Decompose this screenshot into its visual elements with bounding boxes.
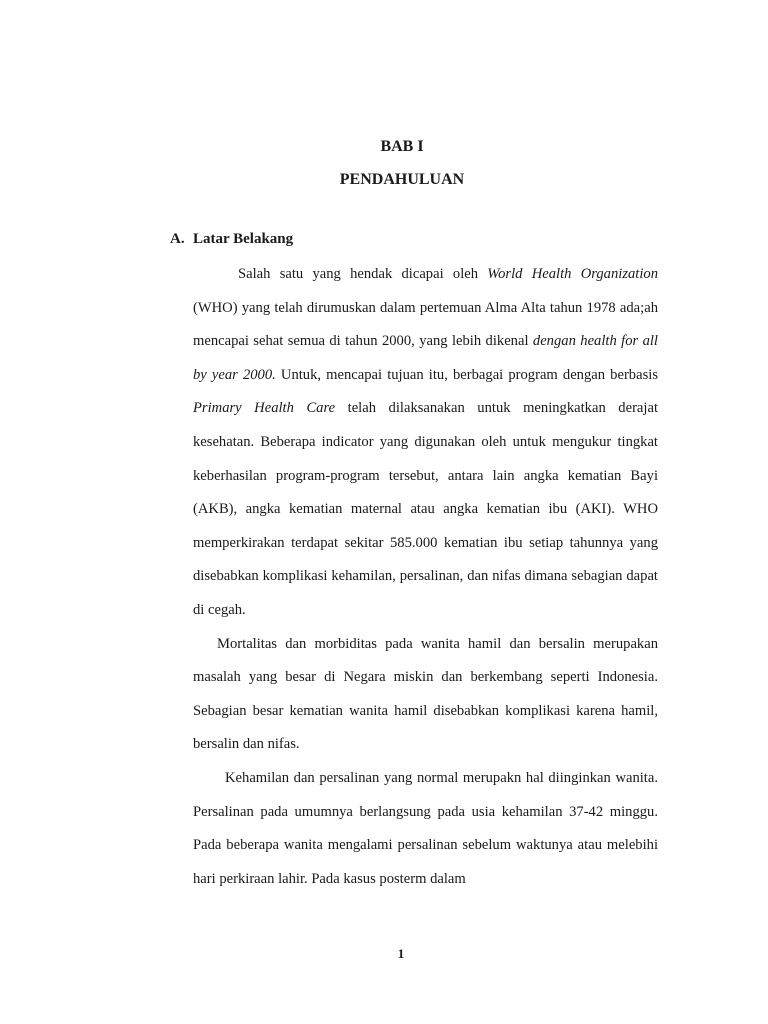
section-heading (170, 231, 293, 248)
section-title: Latar Belakang (193, 231, 294, 247)
paragraph: Kehamilan dan persalinan yang normal merupakn hal diinginkan wanita. Persalinan pada umumnya berlangsung pada usia kehamilan 37-42 minggu. Pada beberapa wanita mengalami persalinan sebelum waktunya atau melebihi hari perkiraan lahir. Pada kasus posterm dalam (193, 769, 658, 887)
section-letter: A. (170, 231, 185, 247)
italic-term: Primary Health Care (193, 400, 336, 417)
paragraph-text: (WHO) yang telah dirumuskan dalam pertemuan Alma Alta tahun 1978 ada;ah mencapai sehat semua di tahun 2000, yang lebih dikenal (193, 299, 658, 350)
italic-term: dengan health for all by year 2000. (193, 333, 658, 383)
paragraph-text: Salah satu yang hendak dicapai oleh (238, 266, 488, 282)
italic-term: World Health Organization (487, 266, 658, 282)
paragraph-text: telah dilaksanakan untuk meningkatkan derajat kesehatan. Beberapa indicator yang digunakan oleh untuk mengukur tingkat keberhasilan program-program tersebut, antara lain angka kematian Bayi (AKB), angka kematian maternal atau angka kematian ibu (AKI). WHO memperkirakan terdapat sekitar 585.000 kematian ibu setiap tahunnya yang disebabkan komplikasi kehamilan, persalinan, dan nifas dimana sebagian dapat di cegah. (193, 400, 658, 618)
body-text (193, 258, 658, 896)
paragraph-text: Untuk, mencapai tujuan itu, berbagai program dengan berbasis (275, 366, 658, 383)
paragraph: Mortalitas dan morbiditas pada wanita hamil dan bersalin merupakan masalah yang besar di Negara miskin dan berkembang seperti Indonesia. Sebagian besar kematian wanita hamil disebabkan komplikasi karena hamil, bersalin dan nifas. (193, 635, 658, 753)
chapter-title: PENDAHULUAN (339, 171, 465, 188)
page-number: 1 (397, 946, 405, 961)
paragraph (193, 258, 658, 628)
chapter-heading: BAB I (380, 138, 424, 155)
